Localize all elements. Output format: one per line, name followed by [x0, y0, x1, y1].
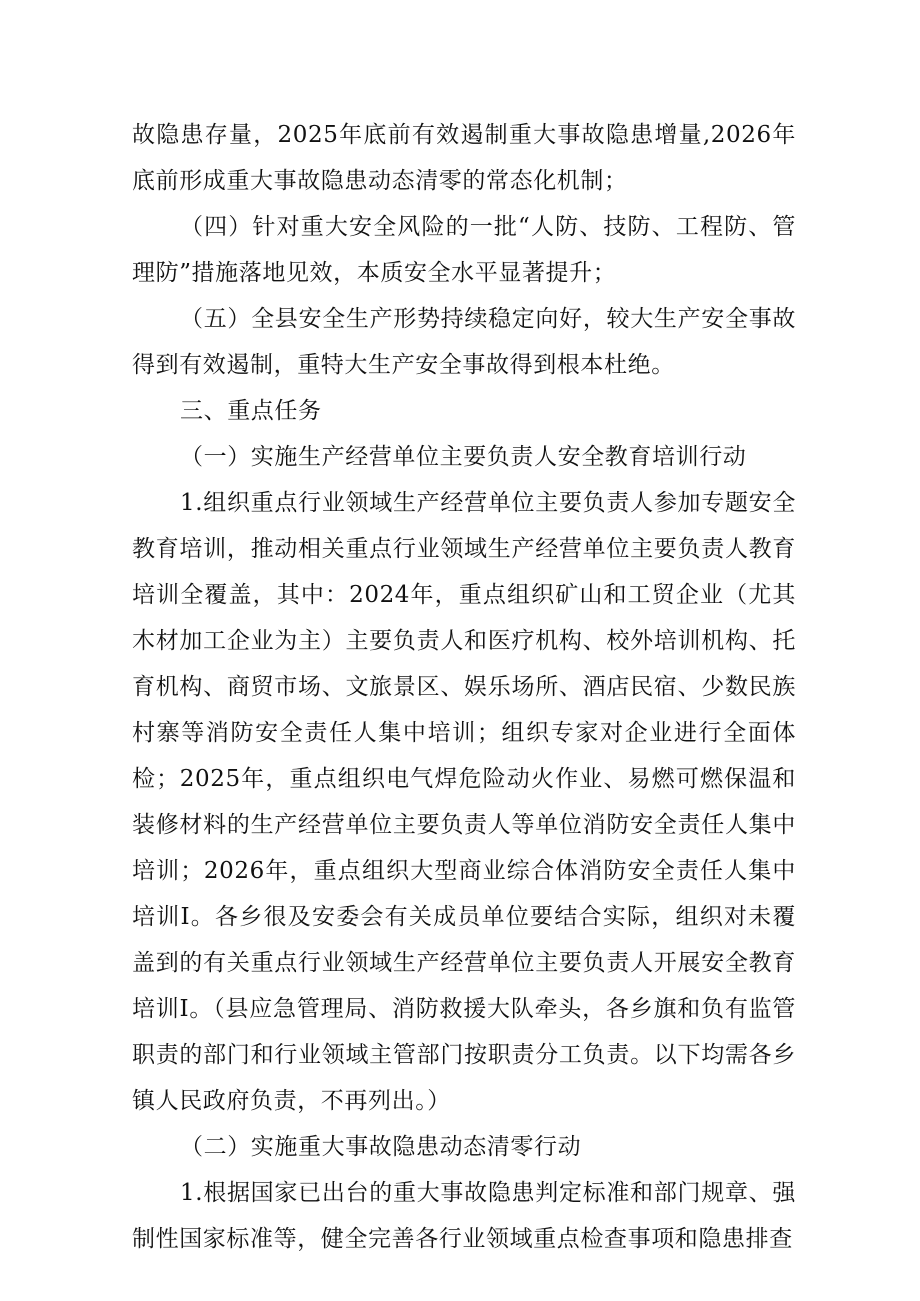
subsection-heading-two: （二）实施重大事故隐患动态清零行动	[180, 1134, 582, 1160]
paragraph-item-four: （四）针对重大安全风险的一批“人防、技防、工程防、管理防”措施落地见效，本质安全水平显著提升；	[132, 214, 796, 286]
subsection-heading-one: （一）实施生产经营单位主要负责人安全教育培训行动	[180, 444, 747, 470]
section-heading: 三、重点任务	[180, 398, 322, 424]
paragraph-item-five: （五）全县安全生产形势持续稳定向好，较大生产安全事故得到有效遏制，重特大生产安全事故得到根本杜绝。	[132, 306, 796, 378]
paragraph-continuation: 故隐患存量，2025年底前有效遏制重大事故隐患增量,2026年底前形成重大事故隐患动态清零的常态化机制；	[132, 122, 796, 194]
paragraph-training: 1.组织重点行业领域生产经营单位主要负责人参加专题安全教育培训，推动相关重点行业领域生产经营单位主要负责人教育培训全覆盖，其中：2024年，重点组织矿山和工贸企业（尤其木材加工企业为主）主要负责人和医疗机构、校外培训机构、托育机构、商贸市场、文旅景区、娱乐场所、酒店民宿、少数民族村寨等消防安全责任人集中培训；组织专家对企业进行全面体检；2025年，重点组织电气焊危险动火作业、易燃可燃保温和装修材料的生产经营单位主要负责人等单位消防安全责任人集中培训；2026年，重点组织大型商业综合体消防安全责任人集中培训I。各乡很及安委会有关成员单位要结合实际，组织对未覆盖到的有关重点行业领域生产经营单位主要负责人开展安全教育培训I。（县应急管理局、消防救援大队牵头，各乡旗和负有监管职责的部门和行业领域主管部门按职责分工负责。以下均需各乡镇人民政府负责，不再列出。）	[132, 490, 796, 1114]
paragraph-hazard: 1.根据国家已出台的重大事故隐患判定标准和部门规章、强制性国家标准等，健全完善各行业领域重点检查事项和隐患排查	[132, 1180, 796, 1252]
document-body	[132, 112, 796, 1262]
